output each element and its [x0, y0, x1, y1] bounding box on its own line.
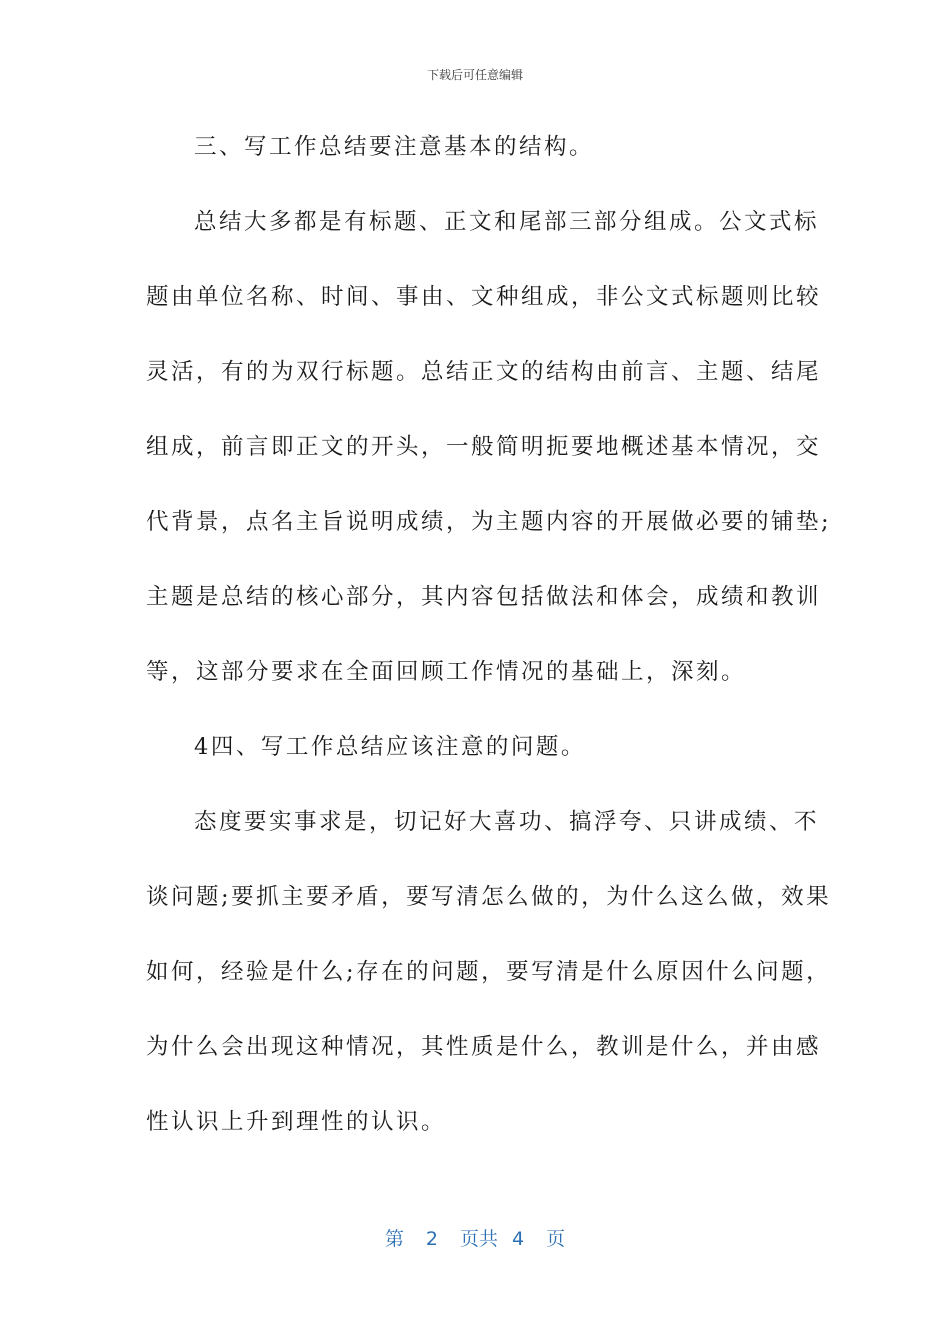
text-line: 三、写工作总结要注意基本的结构。 [194, 134, 595, 160]
text-line: 如何，经验是什么;存在的问题，要写清是什么原因什么问题， [146, 959, 832, 985]
footer-suffix: 页 [546, 1228, 566, 1250]
page-footer [0, 1224, 950, 1251]
text-line: 组成，前言即正文的开头，一般简明扼要地概述基本情况，交 [146, 434, 822, 460]
text-line: 态度要实事求是，切记好大喜功、搞浮夸、只讲成绩、不 [194, 809, 820, 835]
text-line: 题由单位名称、时间、事由、文种组成，非公文式标题则比较 [146, 284, 822, 310]
page-header: 下载后可任意编辑 [426, 68, 523, 82]
text-line: 4四、写工作总结应该注意的问题。 [194, 734, 586, 760]
text-line: 为什么会出现这种情况，其性质是什么，教训是什么，并由感 [146, 1034, 822, 1060]
footer-middle: 页共 [459, 1228, 498, 1250]
document-body [146, 118, 832, 1168]
total-page-number: 4 [512, 1228, 525, 1250]
text-line: 灵活，有的为双行标题。总结正文的结构由前言、主题、结尾 [146, 359, 822, 385]
current-page-number: 2 [425, 1228, 438, 1250]
text-line: 总结大多都是有标题、正文和尾部三部分组成。公文式标 [194, 209, 820, 235]
text-line: 谈问题;要抓主要矛盾，要写清怎么做的，为什么这么做，效果 [146, 884, 832, 910]
text-line: 主题是总结的核心部分，其内容包括做法和体会，成绩和教训 [146, 584, 822, 610]
text-line: 等，这部分要求在全面回顾工作情况的基础上，深刻。 [146, 659, 747, 685]
text-line: 性认识上升到理性的认识。 [146, 1109, 447, 1135]
footer-prefix: 第 [384, 1228, 404, 1250]
text-line: 代背景，点名主旨说明成绩，为主题内容的开展做必要的铺垫; [146, 509, 832, 535]
